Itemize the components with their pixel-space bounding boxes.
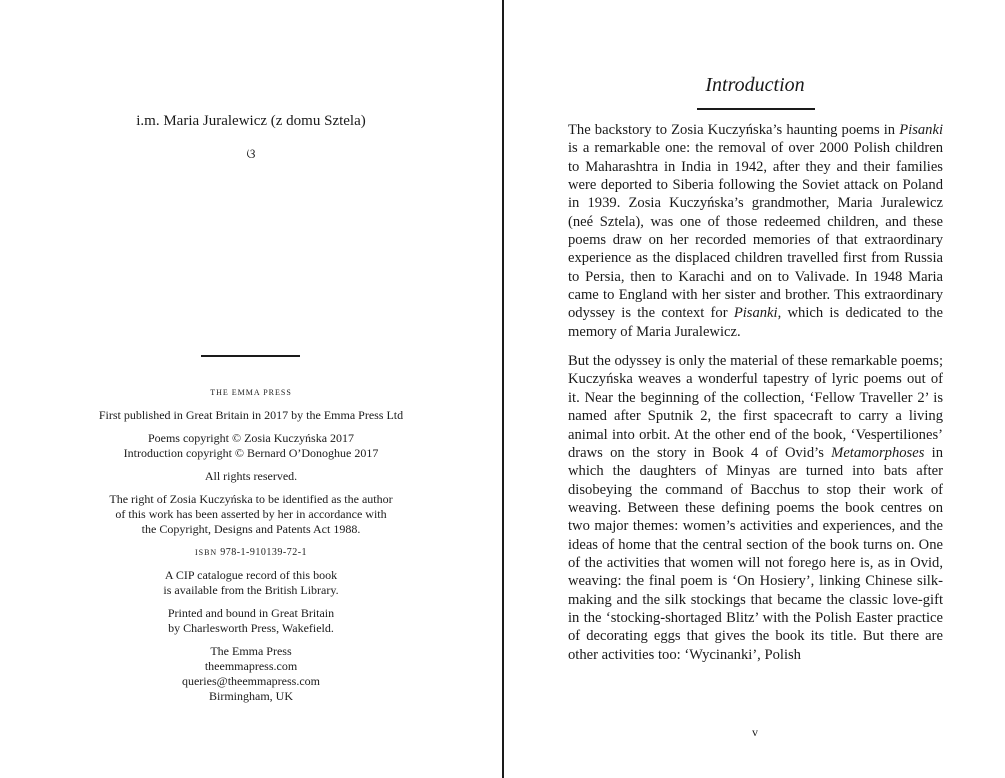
publisher-city: Birmingham, UK xyxy=(209,689,293,703)
printer-line: Printed and bound in Great Britain xyxy=(167,606,335,620)
isbn-label: ISBN xyxy=(194,548,218,557)
cip-line: A CIP catalogue record of this book xyxy=(164,568,338,582)
paragraph: The backstory to Zosia Kuczyńska’s haunting poems in Pisanki is a remarkable one: the removal of over 2000 Polish children to Maharashtra in India in 1942, after they and their families were deported to Siberia following the Soviet attack on Poland in 1939. Zosia Kuczyńska’s grandmother, Maria Juralewicz (neé Sztela), was one of those redeemed children, and these poems draw on her recorded memories of that extraordinary experience as the displaced children travelled first from Russia to Persia, then to Karachi and on to Valivade. In 1948 Maria came to England with her sister and brother. This extraordinary odyssey is the context for Pisanki, which is dedicated to the memory of Maria Juralewicz. xyxy=(568,122,943,340)
moral-rights xyxy=(0,492,502,537)
printer-line: by Charlesworth Press, Wakefield. xyxy=(168,621,334,635)
moral-rights-line: of this work has been asserted by her in accordance with xyxy=(115,507,387,521)
moral-rights-line: the Copyright, Designs and Patents Act 1988. xyxy=(141,522,361,536)
right-page xyxy=(505,0,1005,778)
left-page xyxy=(0,0,502,778)
publisher-address xyxy=(0,644,502,704)
isbn-number: 978-1-910139-72-1 xyxy=(220,547,308,558)
copyright-block xyxy=(0,431,502,461)
title-text: Introduction xyxy=(705,74,805,96)
press-name: THE EMMA PRESS xyxy=(210,388,292,397)
moral-rights-line: The right of Zosia Kuczyńska to be identified as the author xyxy=(109,492,393,506)
ornament-icon: ଓ xyxy=(246,146,256,161)
publisher-email: queries@theemmapress.com xyxy=(181,674,320,688)
copyright-imprint xyxy=(0,385,502,712)
publisher-website: theemmapress.com xyxy=(204,659,298,673)
dedication: i.m. Maria Juralewicz (z domu Sztela) xyxy=(136,113,366,129)
paragraph: But the odyssey is only the material of these remarkable poems; Kuczyńska weaves a wonderful tapestry of lyric poems out of it. Near the beginning of the collection, ‘Fellow Traveller 2’ is named after Sputnik 2, the first spacecraft to carry a living animal into orbit. At the other end of the book, ‘Vespertiliones’ draws on the story in Book 4 of Ovid’s Metamorphoses in which the daughters of Minyas are turned into bats after disobeying the command of Bacchus to stop their work of weaving. Between these defining poems the book centres on two major themes: women’s activities and experiences, and the ideas of home that the central section of the book turns on. One of the activities that women will not forego here is, as in Ovid, weaving: the final poem is ‘On Hosiery’, linking Chinese silk-making and the silk stockings that became the classic love-gift in the ‘stocking-shortaged Blitz’ with the Polish Easter practice of decorating eggs that gives the book its title. But there are other activities too: ‘Wycinanki’, Polish xyxy=(568,353,944,663)
page-gutter xyxy=(502,0,504,778)
cip-record xyxy=(0,568,502,598)
publisher-name: The Emma Press xyxy=(210,644,292,658)
isbn xyxy=(0,545,502,560)
page-title xyxy=(505,74,1005,97)
title-underline xyxy=(697,108,815,110)
cip-line: is available from the British Library. xyxy=(163,583,339,597)
first-published: First published in Great Britain in 2017 by the Emma Press Ltd xyxy=(98,408,404,422)
rights-reserved: All rights reserved. xyxy=(204,469,298,483)
introduction-text xyxy=(568,121,943,675)
divider-rule xyxy=(201,355,300,357)
copyright-intro: Introduction copyright © Bernard O’Donoghue 2017 xyxy=(123,446,379,460)
page-number: v xyxy=(752,725,758,739)
printer-info xyxy=(0,606,502,636)
copyright-poems: Poems copyright © Zosia Kuczyńska 2017 xyxy=(147,431,355,445)
